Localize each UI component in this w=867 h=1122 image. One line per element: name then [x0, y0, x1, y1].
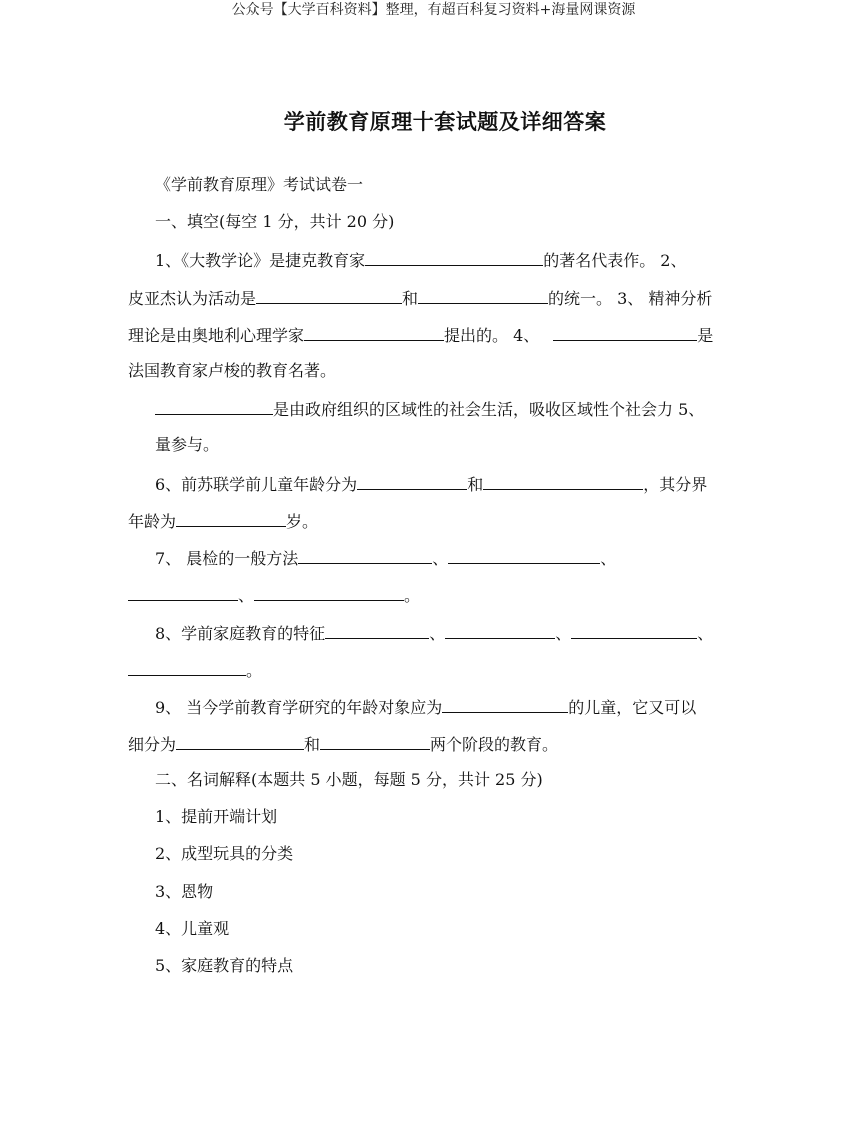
answer-blank — [445, 620, 555, 639]
answer-blank — [325, 620, 429, 639]
answer-blank — [357, 471, 467, 490]
question-9-line — [155, 694, 696, 720]
question-5-line-2: 量参与。 — [155, 435, 220, 454]
question-text: 年龄为 — [128, 512, 177, 531]
question-text: 1、《大教学论》是捷克教育家 — [155, 251, 366, 270]
question-7-line — [155, 545, 616, 571]
question-1-line — [155, 247, 686, 273]
question-4-line: 法国教育家卢梭的教育名著。 — [128, 361, 337, 380]
question-6-line-2 — [128, 508, 318, 534]
answer-blank — [320, 731, 430, 750]
separator: 、 — [697, 624, 714, 643]
answer-blank — [448, 545, 600, 564]
question-text: ，其分界 — [643, 475, 708, 494]
question-9-line-2 — [128, 731, 558, 757]
question-text: 和 — [304, 735, 321, 754]
question-text: 9、 当今学前教育学研究的年龄对象应为 — [155, 698, 443, 717]
question-3-line — [128, 322, 713, 348]
term-item: 1、提前开端计划 — [155, 807, 278, 826]
answer-blank — [418, 285, 548, 304]
answer-blank — [155, 396, 273, 415]
answer-blank — [304, 322, 444, 341]
term-item: 4、儿童观 — [155, 919, 230, 938]
exam-name: 《学前教育原理》考试试卷一 — [155, 175, 364, 194]
page-header: 公众号【大学百科资料】整理，有超百科复习资料+海量网课资源 — [231, 2, 636, 18]
question-8-line-2 — [128, 657, 262, 683]
separator: 、 — [238, 586, 255, 605]
answer-blank — [128, 657, 246, 676]
question-text: 提出的。 4、 — [444, 326, 540, 345]
question-text: 皮亚杰认为活动是 — [128, 289, 257, 308]
answer-blank — [298, 545, 432, 564]
answer-blank — [256, 285, 402, 304]
question-text: 是由政府组织的区域性的社会生活，吸收区域性个社会力 5、 — [273, 400, 705, 419]
question-text: 6、前苏联学前儿童年龄分为 — [155, 475, 358, 494]
question-text: 的儿童，它又可以 — [568, 698, 697, 717]
answer-blank — [176, 508, 286, 527]
question-text: 岁。 — [286, 512, 319, 531]
separator: 、 — [555, 624, 572, 643]
section-2-heading: 二、名词解释(本题共 5 小题，每题 5 分，共计 25 分) — [155, 770, 543, 789]
question-text: 细分为 — [128, 735, 177, 754]
separator: 、 — [432, 549, 449, 568]
answer-blank — [571, 620, 697, 639]
question-text: 理论是由奥地利心理学家 — [128, 326, 305, 345]
question-text: 和 — [402, 289, 419, 308]
question-8-line — [155, 620, 713, 646]
question-7-line-2 — [128, 582, 420, 608]
term-item: 3、恩物 — [155, 882, 214, 901]
separator: 。 — [404, 586, 421, 605]
section-1-heading: 一、填空(每空 1 分，共计 20 分) — [155, 212, 395, 231]
question-text: 8、学前家庭教育的特征 — [155, 624, 326, 643]
question-6-line — [155, 471, 707, 497]
separator: 、 — [429, 624, 446, 643]
answer-blank — [176, 731, 304, 750]
document-title: 学前教育原理十套试题及详细答案 — [283, 109, 607, 134]
question-text: 的著名代表作。 2、 — [543, 251, 687, 270]
answer-blank — [442, 694, 568, 713]
question-5-line — [155, 396, 704, 422]
answer-blank — [553, 322, 697, 341]
term-item: 2、成型玩具的分类 — [155, 844, 294, 863]
question-text: 7、 晨检的一般方法 — [155, 549, 299, 568]
separator: 。 — [246, 661, 263, 680]
answer-blank — [365, 247, 543, 266]
question-text: 是 — [697, 326, 714, 345]
answer-blank — [254, 582, 404, 601]
question-2-line — [128, 285, 712, 311]
answer-blank — [128, 582, 238, 601]
question-text: 和 — [467, 475, 484, 494]
separator: 、 — [600, 549, 617, 568]
question-text: 两个阶段的教育。 — [430, 735, 559, 754]
answer-blank — [483, 471, 643, 490]
term-item: 5、家庭教育的特点 — [155, 956, 294, 975]
question-text: 的统一。 3、 精神分析 — [548, 289, 713, 308]
